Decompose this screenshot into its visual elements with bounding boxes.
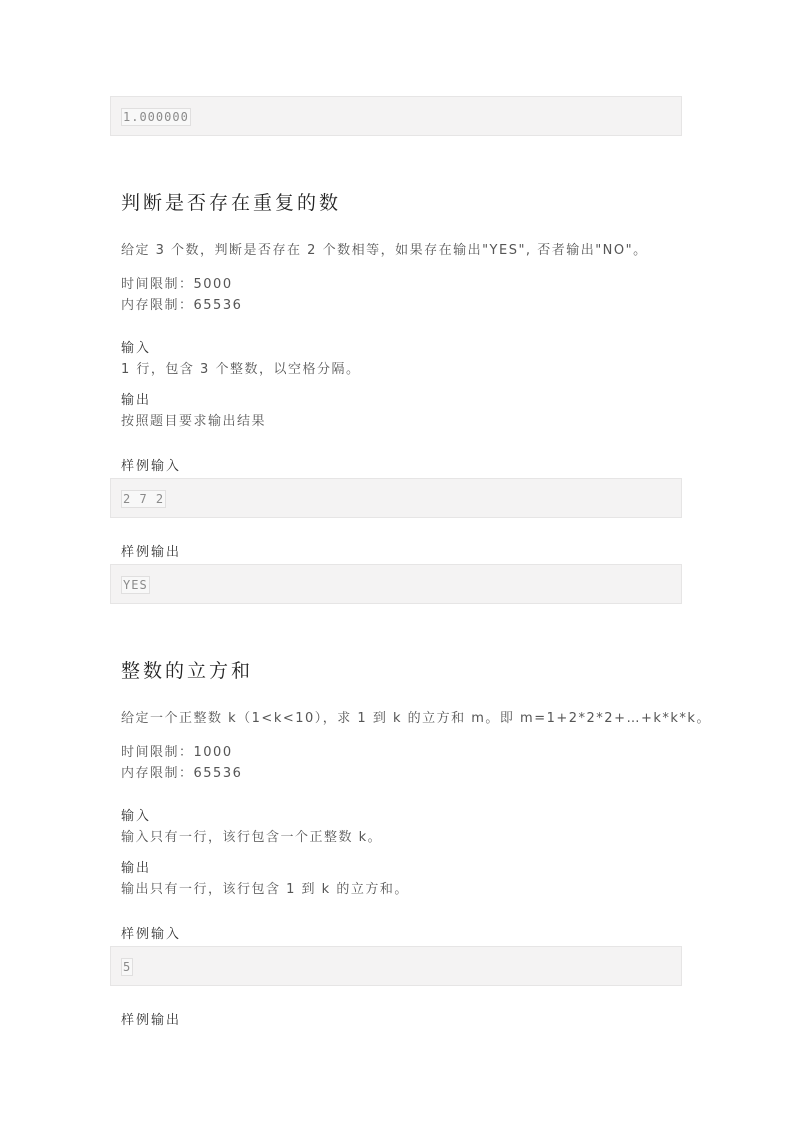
output-description: 按照题目要求输出结果 bbox=[121, 414, 267, 429]
sample-input-heading: 样例输入 bbox=[121, 927, 182, 942]
sample-input-box bbox=[110, 478, 682, 518]
sample-output-heading: 样例输出 bbox=[121, 545, 182, 560]
output-heading: 输出 bbox=[121, 393, 152, 408]
sample-output-box bbox=[110, 96, 682, 136]
problem-title: 整数的立方和 bbox=[121, 660, 254, 682]
time-limit: 时间限制：1000 bbox=[121, 745, 233, 760]
problem-description: 给定 3 个数，判断是否存在 2 个数相等，如果存在输出"YES", 否者输出"NO"。 bbox=[121, 243, 648, 258]
sample-input-code: 2 7 2 bbox=[123, 492, 165, 506]
memory-limit: 内存限制：65536 bbox=[121, 298, 243, 313]
sample-input-box bbox=[110, 946, 682, 986]
problem-title: 判断是否存在重复的数 bbox=[121, 192, 342, 214]
input-heading: 输入 bbox=[121, 809, 152, 824]
sample-output-code: YES bbox=[123, 578, 148, 592]
input-description: 输入只有一行，该行包含一个正整数 k。 bbox=[121, 830, 383, 845]
output-description: 输出只有一行，该行包含 1 到 k 的立方和。 bbox=[121, 882, 409, 897]
time-limit: 时间限制：5000 bbox=[121, 277, 233, 292]
input-description: 1 行，包含 3 个整数，以空格分隔。 bbox=[121, 362, 361, 377]
input-heading: 输入 bbox=[121, 341, 152, 356]
sample-output-code: 1.000000 bbox=[123, 110, 189, 124]
problem-description: 给定一个正整数 k（1<k<10），求 1 到 k 的立方和 m。即 m=1+2*2*2+…+k*k*k。 bbox=[121, 711, 711, 726]
sample-output-box bbox=[110, 564, 682, 604]
sample-output-heading: 样例输出 bbox=[121, 1013, 182, 1028]
output-heading: 输出 bbox=[121, 861, 152, 876]
sample-input-code: 5 bbox=[123, 960, 132, 974]
sample-input-heading: 样例输入 bbox=[121, 459, 182, 474]
memory-limit: 内存限制：65536 bbox=[121, 766, 243, 781]
